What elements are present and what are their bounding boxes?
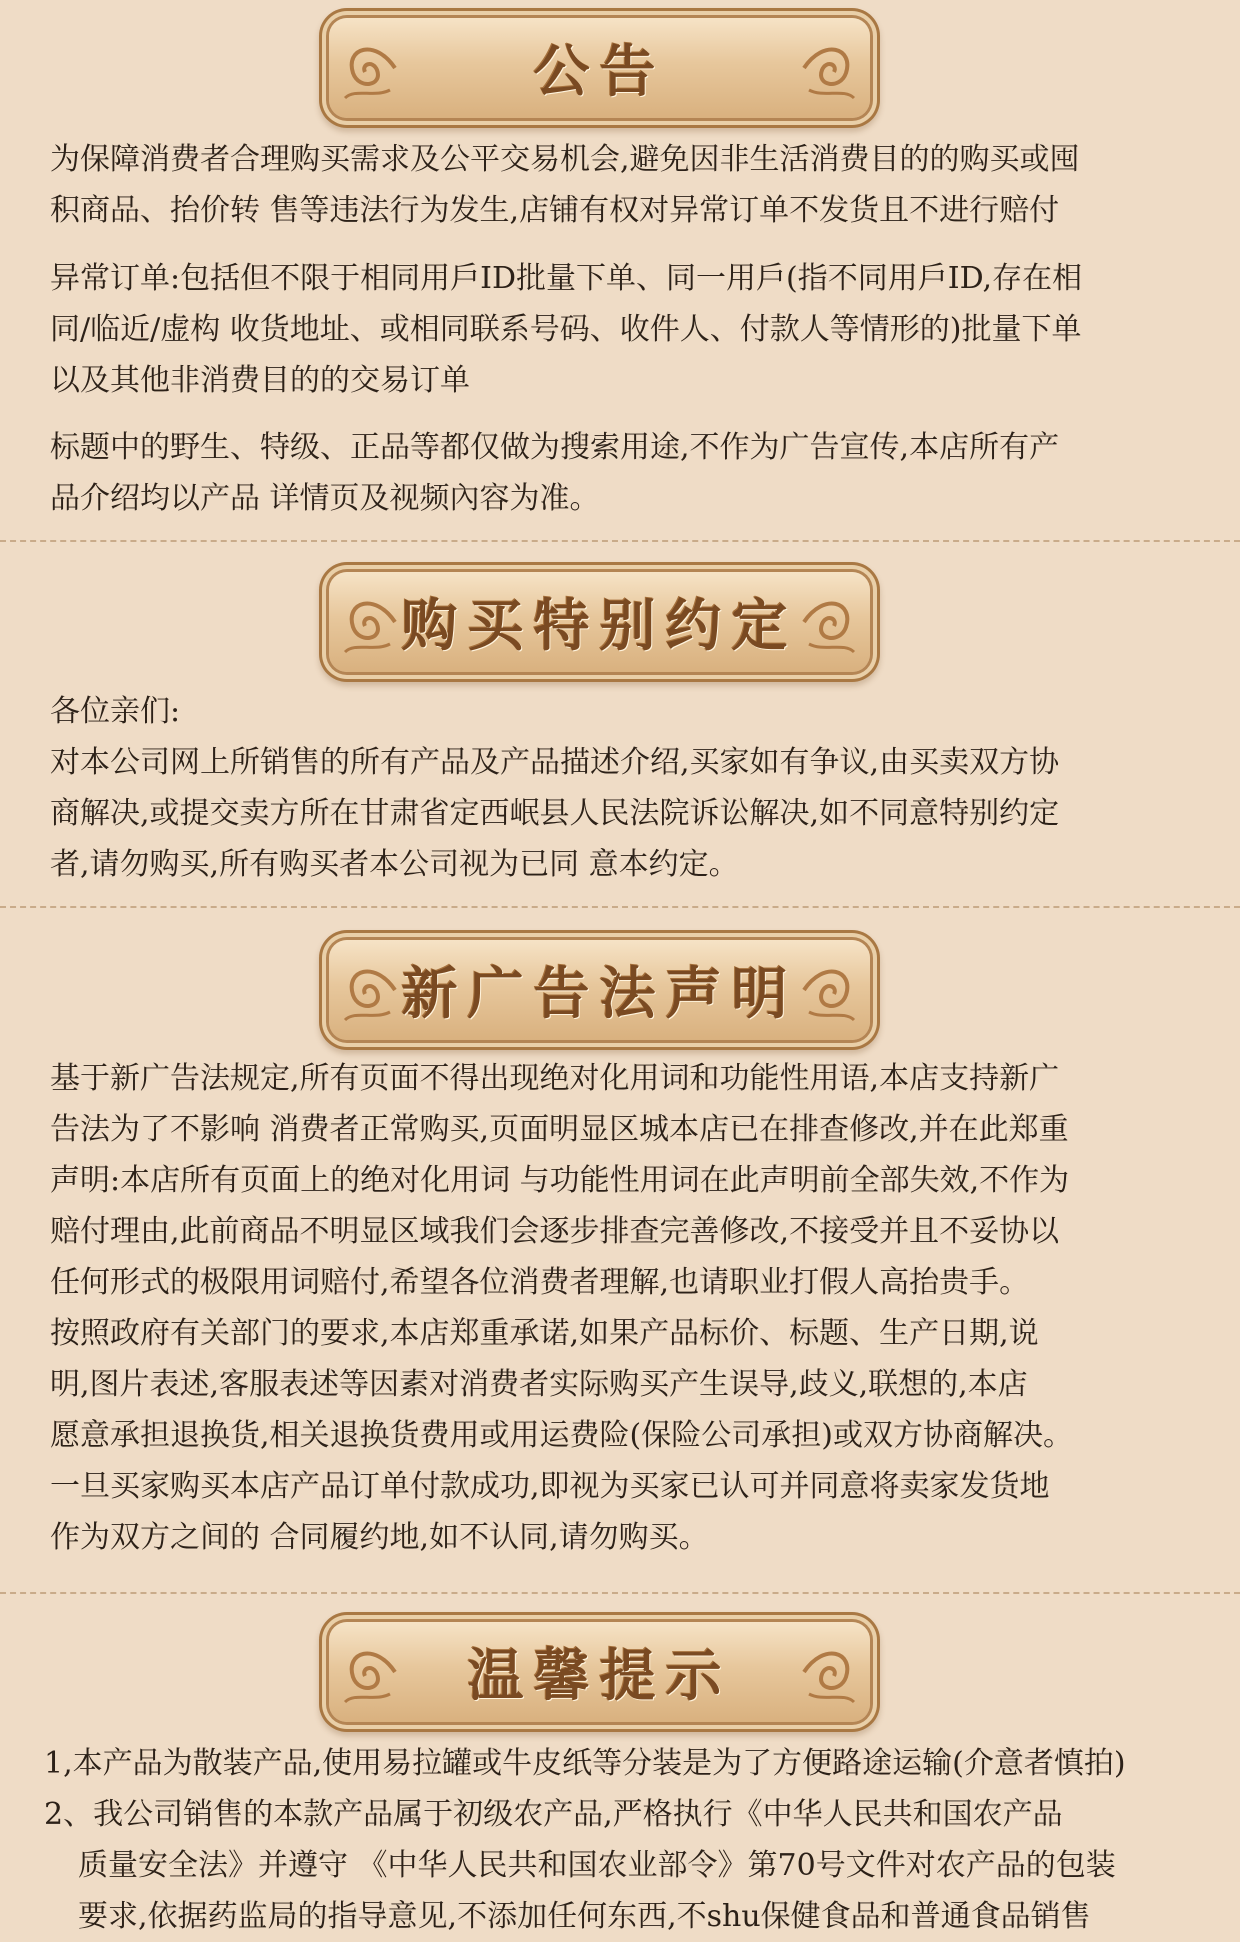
section-divider <box>0 540 1240 542</box>
notice-line: 标题中的野生、特级、正品等都仅做为搜索用途,不作为广告宣传,本店所有产 <box>50 430 1060 465</box>
tips-line: 要求,依据药监局的指导意见,不添加任何东西,不shu保健食品和普通食品销售 <box>78 1899 1091 1934</box>
ad-law-line: 按照政府有关部门的要求,本店郑重承诺,如果产品标价、标题、生产日期,说 <box>50 1316 1039 1351</box>
tips-line: 2、我公司销售的本款产品属于初级农产品,严格执行《中华人民共和国农产品 <box>44 1797 1063 1832</box>
notice-paragraph-2 <box>50 253 1200 406</box>
notice-line: 为保障消费者合理购买需求及公平交易机会,避免因非生活消费目的的购买或囤 <box>50 142 1080 177</box>
notice-line: 同/临近/虚构 收货地址、或相同联系号码、收件人、付款人等情形的)批量下单 <box>50 312 1082 347</box>
special-line: 商解决,或提交卖方所在甘肃省定西岷县人民法院诉讼解决,如不同意特别约定 <box>50 796 1060 831</box>
ad-law-line: 愿意承担退换货,相关退换货费用或用运费险(保险公司承担)或双方协商解决。 <box>50 1418 1073 1453</box>
cloud-swirl-icon <box>794 1632 864 1712</box>
ad-law-line: 作为双方之间的 合同履约地,如不认同,请勿购买。 <box>50 1520 709 1555</box>
ad-law-text <box>50 1053 1200 1563</box>
notice-paragraph-3 <box>50 422 1200 524</box>
special-terms-title: 购买特别约定 <box>401 593 798 659</box>
special-line: 者,请勿购买,所有购买者本公司视为已同 意本约定。 <box>50 847 739 882</box>
notice-title: 公告 <box>533 39 666 105</box>
notice-line: 以及其他非消费目的的交易订单 <box>50 363 470 398</box>
cloud-swirl-icon <box>335 28 405 108</box>
ad-law-banner <box>329 940 870 1040</box>
ad-law-line: 声明:本店所有页面上的绝对化用词 与功能性用词在此声明前全部失效,不作为 <box>50 1163 1070 1198</box>
cloud-swirl-icon <box>794 28 864 108</box>
special-line: 各位亲们: <box>50 694 181 729</box>
notice-line: 积商品、抬价转 售等违法行为发生,店铺有权对异常订单不发货且不进行赔付 <box>50 193 1060 228</box>
notice-paragraph-1 <box>50 134 1200 236</box>
ad-law-line: 告法为了不影响 消费者正常购买,页面明显区城本店已在排查修改,并在此郑重 <box>50 1112 1069 1147</box>
tips-line: 质量安全法》并遵守 《中华人民共和国农业部令》第70号文件对农产品的包装 <box>78 1848 1116 1883</box>
tips-line: 1,本产品为散装产品,使用易拉罐或牛皮纸等分装是为了方便路途运输(介意者慎拍) <box>44 1746 1126 1781</box>
cloud-swirl-icon <box>335 950 405 1030</box>
special-terms-text <box>50 686 1200 890</box>
ad-law-line: 任何形式的极限用词赔付,希望各位消费者理解,也请职业打假人高抬贵手。 <box>50 1265 1030 1300</box>
special-line: 对本公司网上所销售的所有产品及产品描述介绍,买家如有争议,由买卖双方协 <box>50 745 1060 780</box>
ad-law-line: 赔付理由,此前商品不明显区域我们会逐步排查完善修改,不接受并且不妥协以 <box>50 1214 1060 1249</box>
special-terms-banner <box>329 572 870 672</box>
ad-law-line: 一旦买家购买本店产品订单付款成功,即视为买家已认可并同意将卖家发货地 <box>50 1469 1050 1504</box>
cloud-swirl-icon <box>335 582 405 662</box>
notice-line: 异常订单:包括但不限于相同用戶ID批量下单、同一用戶(指不同用戶ID,存在相 <box>50 261 1083 296</box>
tips-banner <box>329 1622 870 1722</box>
section-divider <box>0 906 1240 908</box>
ad-law-line: 明,图片表述,客服表述等因素对消费者实际购买产生误导,歧义,联想的,本店 <box>50 1367 1028 1402</box>
ad-law-title: 新广告法声明 <box>401 961 798 1027</box>
notice-line: 品介绍均以产品 详情页及视频內容为准。 <box>50 481 600 516</box>
tips-text <box>44 1738 1224 1942</box>
cloud-swirl-icon <box>335 1632 405 1712</box>
ad-law-line: 基于新广告法规定,所有页面不得出现绝对化用词和功能性用语,本店支持新广 <box>50 1061 1060 1096</box>
cloud-swirl-icon <box>794 950 864 1030</box>
cloud-swirl-icon <box>794 582 864 662</box>
notice-banner <box>329 18 870 118</box>
tips-title: 温馨提示 <box>467 1643 732 1709</box>
section-divider <box>0 1592 1240 1594</box>
